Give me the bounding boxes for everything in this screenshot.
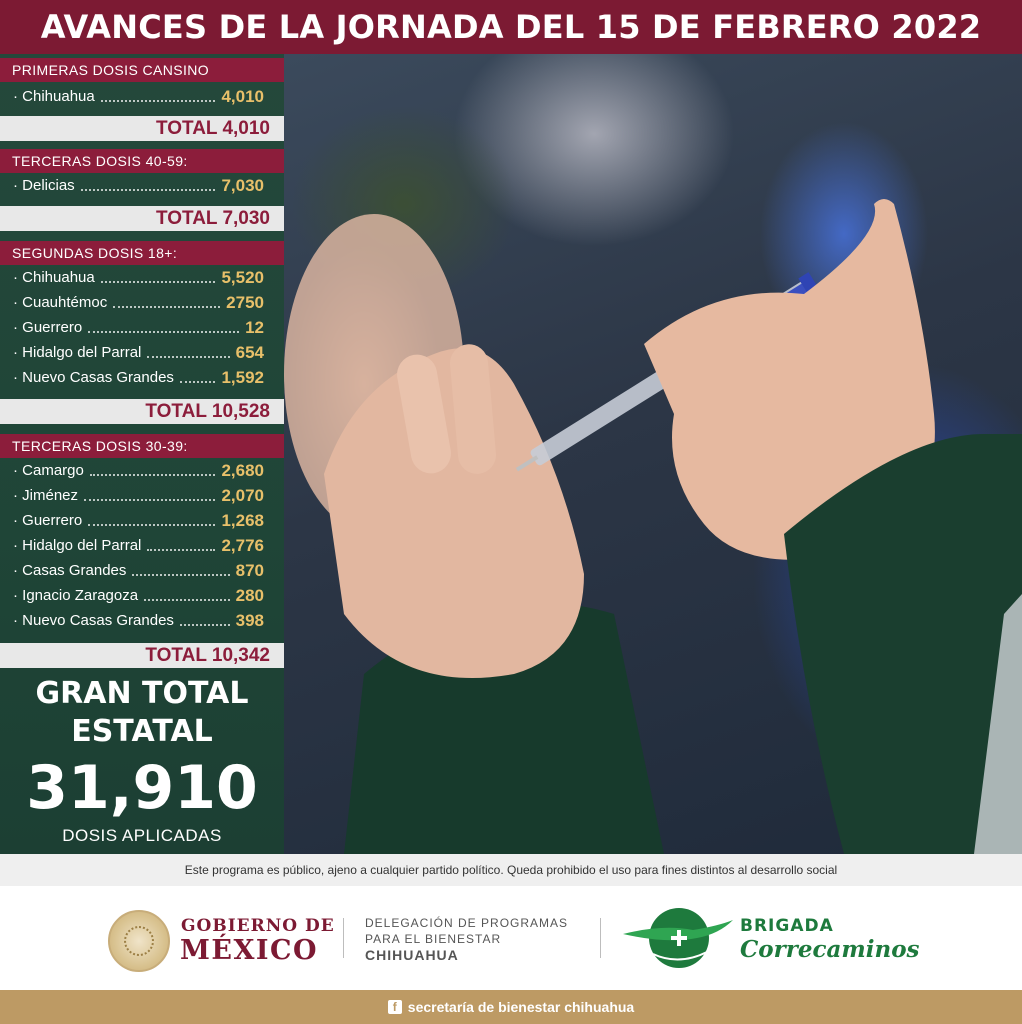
grand-total-caption: DOSIS APLICADAS [62,826,222,845]
delegacion-line1: DELEGACIÓN DE PROGRAMAS [365,916,569,930]
list-item [0,508,284,533]
leader-dots [180,624,230,626]
list-item [0,365,284,390]
dose-count: 870 [235,560,264,580]
municipality-name: · Delicias [13,177,75,194]
list-item [0,315,284,340]
municipality-name: · Hidalgo del Parral [13,537,142,554]
leader-dots [180,381,216,383]
municipality-name: · Camargo [13,462,84,479]
leader-dots [113,306,220,308]
dose-count: 2,070 [221,485,264,505]
leader-dots [88,524,215,526]
brigada-logo-line1: BRIGADA [740,916,834,936]
municipality-name: · Chihuahua [13,88,95,105]
leader-dots [132,574,229,576]
dose-count: 398 [235,610,264,630]
list-item [0,558,284,583]
list-item [0,340,284,365]
leader-dots [84,499,215,501]
facebook-icon[interactable]: f [388,1000,402,1014]
dose-count: 7,030 [221,175,264,195]
section-total: TOTAL 4,010 [0,116,284,141]
dose-count: 280 [235,585,264,605]
municipality-name: · Ignacio Zaragoza [13,587,139,604]
facebook-page-link[interactable]: secretaría de bienestar chihuahua [407,999,635,1015]
list-item [0,458,284,483]
vaccination-photo [284,54,1022,854]
divider [600,918,601,958]
dose-count: 4,010 [221,86,264,106]
dose-count: 2,680 [221,460,264,480]
logo-bar [0,886,1022,990]
grand-total-label-1: GRAN TOTAL [35,676,249,711]
dose-count: 1,592 [221,367,264,387]
disclaimer: Este programa es público, ajeno a cualquier partido político. Queda prohibido el uso para fines distintos al desarrollo social [0,854,1022,886]
dose-count: 1,268 [221,510,264,530]
grand-total-label-2: ESTATAL [71,714,213,749]
grand-total [0,675,284,846]
leader-dots [90,474,216,476]
list-item [0,483,284,508]
section-header-primeras-cansino: PRIMERAS DOSIS CANSINO [0,58,284,82]
list-item [0,533,284,558]
section-total: TOTAL 10,528 [0,399,284,424]
leader-dots [88,331,239,333]
delegacion-line3: CHIHUAHUA [365,947,459,963]
footer [0,990,1022,1024]
gobierno-logo-line1: GOBIERNO DE [181,916,335,936]
municipality-name: · Nuevo Casas Grandes [13,369,174,386]
municipality-name: · Hidalgo del Parral [13,344,142,361]
gobierno-logo-line2: MÉXICO [180,935,319,966]
dose-count: 2,776 [221,535,264,555]
section-header-segundas-18: SEGUNDAS DOSIS 18+: [0,241,284,265]
leader-dots [101,281,216,283]
seal-ring [124,926,154,956]
roadrunner-logo-icon [623,904,733,972]
delegacion-line2: PARA EL BIENESTAR [365,932,502,946]
municipality-name: · Guerrero [13,512,83,529]
dose-count: 654 [235,342,264,362]
dose-count: 5,520 [221,267,264,287]
section-header-terceras-30-39: TERCERAS DOSIS 30-39: [0,434,284,458]
municipality-name: · Jiménez [13,487,79,504]
list-item [0,583,284,608]
vaccination-illustration [284,54,1022,854]
dose-count: 12 [245,317,264,337]
list-item [0,608,284,633]
section-header-terceras-40-59: TERCERAS DOSIS 40-59: [0,149,284,173]
leader-dots [147,356,229,358]
list-item [0,290,284,315]
page-title: AVANCES DE LA JORNADA DEL 15 DE FEBRERO 2022 [0,0,1022,54]
municipality-name: · Guerrero [13,319,83,336]
municipality-name: · Nuevo Casas Grandes [13,612,174,629]
section-total: TOTAL 7,030 [0,206,284,231]
list-item [0,84,284,109]
leader-dots [147,549,215,551]
municipality-name: · Casas Grandes [13,562,127,579]
municipality-name: · Chihuahua [13,269,95,286]
list-item [0,173,284,198]
leader-dots [101,100,216,102]
leader-dots [81,189,216,191]
list-item [0,265,284,290]
section-total: TOTAL 10,342 [0,643,284,668]
brigada-logo-line2: Correcaminos [740,936,920,963]
mexico-seal-icon [108,910,170,972]
municipality-name: · Cuauhtémoc [13,294,108,311]
leader-dots [144,599,230,601]
divider [343,918,344,958]
dose-count: 2750 [226,292,264,312]
grand-total-number: 31,910 [26,753,258,823]
